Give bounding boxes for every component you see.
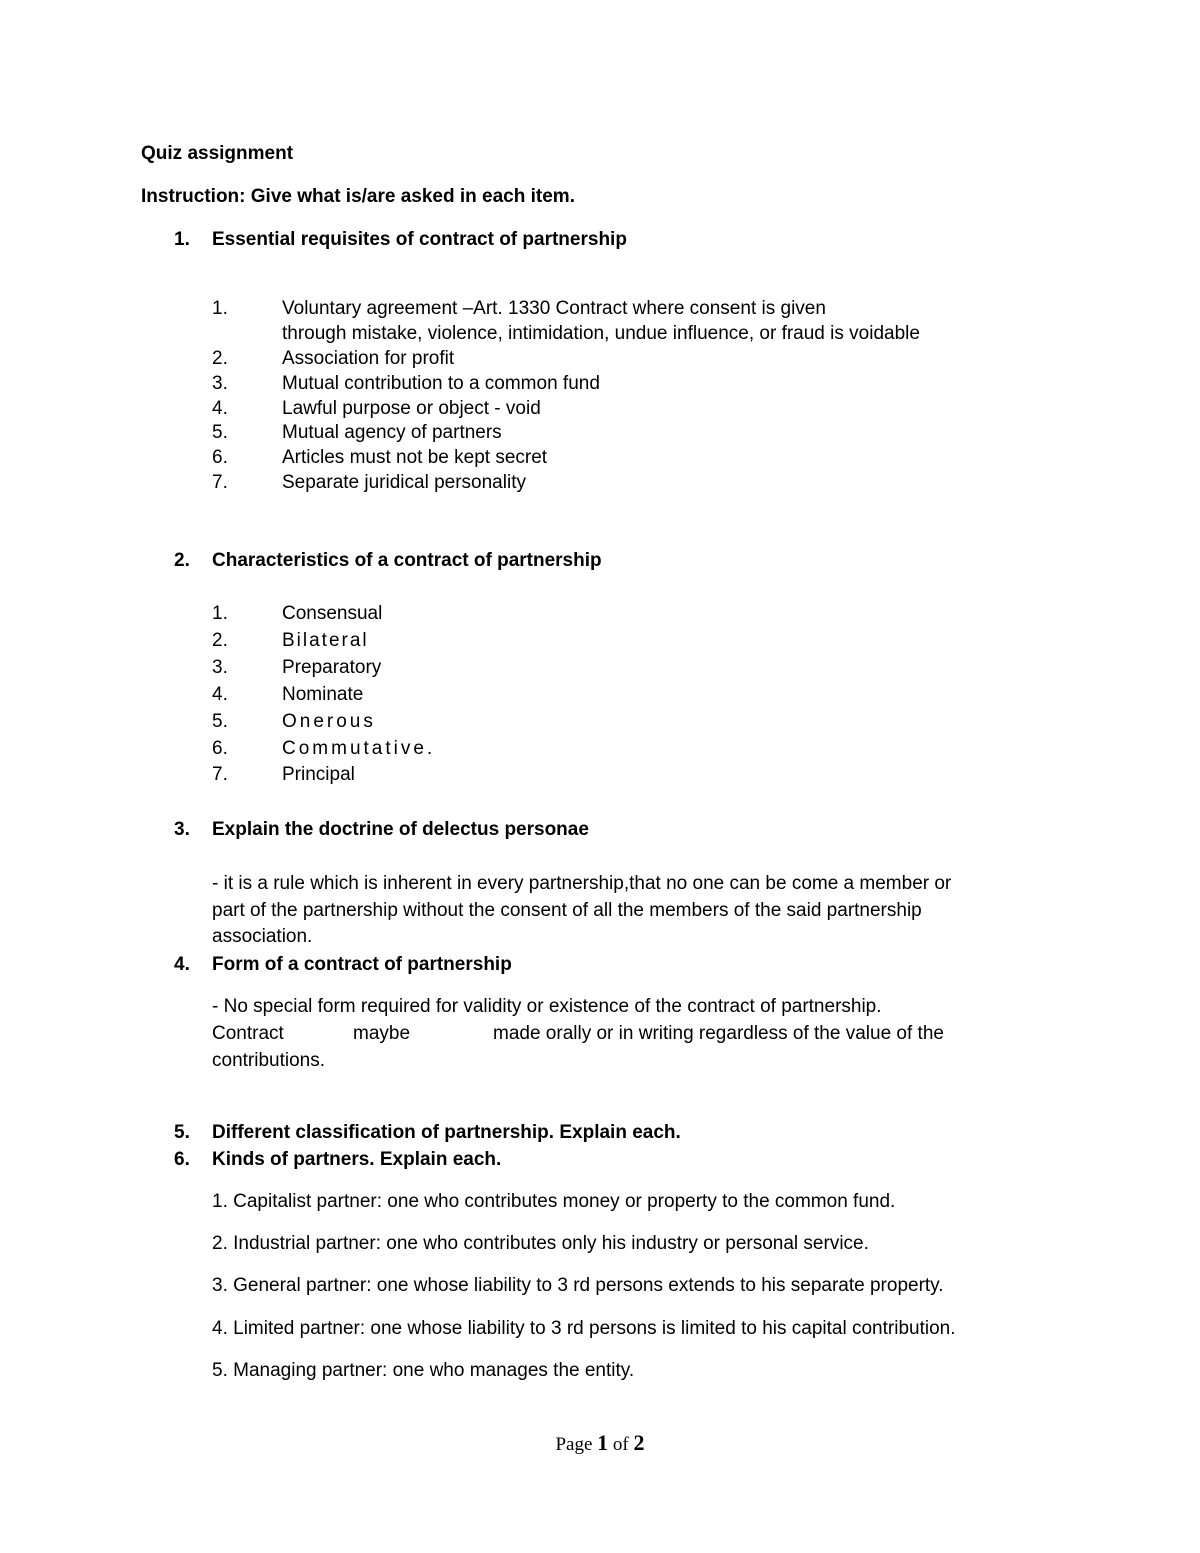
list-item-text: Mutual agency of partners [282,422,502,443]
list-item-text-continued: through mistake, violence, intimidation, undue influence, or fraud is voidable [282,323,920,344]
q3-answer-line: part of the partnership without the consent of all the members of the said partnership [212,900,922,921]
q2-heading: Characteristics of a contract of partnership [212,550,602,571]
q1-number: 1. [174,229,190,250]
list-item-number: 5. [212,422,228,443]
list-item-text: Principal [282,764,355,785]
list-item-number: 1. [212,603,228,624]
page-footer [0,1430,1200,1456]
list-item-number: 6. [212,738,228,759]
q4-answer-line: - No special form required for validity or existence of the contract of partnership. [212,996,882,1017]
page-label: Page [555,1434,593,1455]
list-item-number: 7. [212,764,228,785]
q5-heading: Different classification of partnership. Explain each. [212,1122,681,1143]
list-item-text: Preparatory [282,657,382,678]
list-item-number: 4. [212,684,228,705]
list-item-text: Nominate [282,684,364,705]
list-item-number: 6. [212,447,228,468]
list-item-number: 1. [212,298,228,319]
q6-number: 6. [174,1149,190,1170]
list-item-number: 3. [212,657,228,678]
q4-answer-word: Contract [212,1023,284,1044]
list-item-text: Voluntary agreement –Art. 1330 Contract where consent is given [282,298,826,319]
q3-answer-line: association. [212,926,313,947]
list-item-number: 2. [212,348,228,369]
q6-item: 1. Capitalist partner: one who contributes money or property to the common fund. [212,1191,896,1212]
q6-heading: Kinds of partners. Explain each. [212,1149,502,1170]
q4-heading: Form of a contract of partnership [212,954,512,975]
list-item-text: Mutual contribution to a common fund [282,373,600,394]
list-item-text: Lawful purpose or object - void [282,398,541,419]
q3-answer-line: - it is a rule which is inherent in every partnership,that no one can be come a member or [212,873,952,894]
document-title: Quiz assignment [141,143,294,164]
list-item-number: 3. [212,373,228,394]
page-number: 1 [597,1430,609,1455]
q3-number: 3. [174,819,190,840]
total-pages: 2 [633,1430,645,1455]
q6-item: 4. Limited partner: one whose liability to 3 rd persons is limited to his capital contribution. [212,1318,956,1339]
list-item-number: 7. [212,472,228,493]
q6-item: 5. Managing partner: one who manages the entity. [212,1360,635,1381]
list-item-number: 5. [212,711,228,732]
q6-item: 2. Industrial partner: one who contributes only his industry or personal service. [212,1233,869,1254]
q4-answer-line: made orally or in writing regardless of the value of the [493,1023,944,1044]
q2-number: 2. [174,550,190,571]
of-label: of [612,1434,629,1455]
list-item-number: 4. [212,398,228,419]
instruction: Instruction: Give what is/are asked in each item. [141,186,575,207]
q6-item: 3. General partner: one whose liability to 3 rd persons extends to his separate property. [212,1275,944,1296]
list-item-text: Commutative. [282,738,436,759]
list-item-text: Bilateral [282,630,369,651]
q5-number: 5. [174,1122,190,1143]
q3-heading: Explain the doctrine of delectus personae [212,819,589,840]
q4-number: 4. [174,954,190,975]
list-item-text: Articles must not be kept secret [282,447,548,468]
list-item-text: Association for profit [282,348,455,369]
list-item-text: Consensual [282,603,383,624]
q1-heading: Essential requisites of contract of partnership [212,229,627,250]
list-item-text: Separate juridical personality [282,472,526,493]
list-item-text: Onerous [282,711,376,732]
q4-answer-line: contributions. [212,1050,326,1071]
list-item-number: 2. [212,630,228,651]
q4-answer-word: maybe [353,1023,411,1044]
